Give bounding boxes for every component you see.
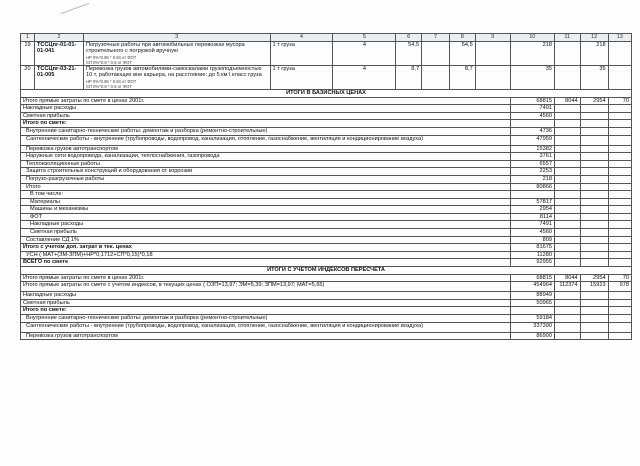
total-value: 2253 [510, 168, 554, 176]
total-value-machines: 8044 [554, 97, 580, 105]
total-row [21, 213, 632, 221]
total-row [21, 274, 632, 282]
total-value-materials [580, 322, 608, 332]
total-value: 81675 [510, 244, 554, 252]
total-label: Накладные расходы [21, 105, 511, 113]
total-label: Составление СД 1% [21, 236, 511, 244]
total-value: 80866 [510, 183, 554, 191]
total-value-materials [580, 145, 608, 153]
total-label: Итого по смете: [21, 120, 511, 128]
total-value-other [608, 120, 631, 128]
item-sum: 218 [510, 41, 554, 65]
total-label: В том числе: [21, 191, 511, 199]
total-row [21, 105, 632, 113]
total-value-machines [554, 135, 580, 145]
item-price: 54,5 [396, 41, 422, 65]
total-value-machines [554, 332, 580, 340]
total-value-other [608, 315, 631, 323]
item-name-text: Перевозка грузов автомобилями-самосвалами грузоподъемностью 10 т, работающих вне карьера, на расстояние: до 5 км I класс груза [85, 65, 262, 79]
total-value-materials [580, 244, 608, 252]
total-label: Внутренние санитарно-технические работы: демонтаж и разборка (ремонтно-строительные) [21, 127, 511, 135]
item-note: СП 0%*0.8 * 0.9 от ФОТ [85, 83, 132, 89]
total-label: Перевозка грузов автотранспортом [21, 332, 511, 340]
total-label: Машины и механизмы [21, 206, 511, 214]
total-row [21, 315, 632, 323]
item-code: ТССЦпг-01-01-01-041 [34, 41, 83, 65]
total-value-materials [580, 292, 608, 300]
total-label: УСН ( МАТ+(ЗМ-ЗПМ)+НР*0,1712+СП*0,15)*0,18 [21, 251, 511, 259]
total-row [21, 259, 632, 267]
item-price: 8,7 [396, 65, 422, 89]
item-price-total: 8,7 [450, 65, 476, 89]
total-label: ВСЕГО по смете [21, 259, 511, 267]
total-value-machines [554, 221, 580, 229]
total-label: Погрузо-разгрузочные работы [21, 175, 511, 183]
total-row [21, 175, 632, 183]
total-row [21, 322, 632, 332]
total-label: ФОТ [21, 213, 511, 221]
total-value-materials [580, 175, 608, 183]
total-value-materials [580, 135, 608, 145]
total-value-machines [554, 322, 580, 332]
total-value-machines [554, 145, 580, 153]
total-row [21, 97, 632, 105]
column-number: 2 [34, 34, 83, 42]
item-qty: 4 [333, 41, 396, 65]
total-value-other [608, 168, 631, 176]
total-value-other [608, 307, 631, 315]
column-header-row [21, 34, 632, 42]
total-row [21, 120, 632, 128]
total-value: 92955 [510, 259, 554, 267]
item-name [83, 65, 270, 89]
total-value-machines [554, 168, 580, 176]
section-title: ИТОГИ С УЧЕТОМ ИНДЕКСОВ ПЕРЕСЧЕТА [21, 267, 632, 275]
column-number: 4 [270, 34, 333, 42]
total-value-other [608, 251, 631, 259]
total-label: Итого прямые затраты по смете с учетом индексов, в текущих ценах ( ОЗП=13,97; ЭМ=5,39; ЗПМ=13,97; МАТ=5,65) [21, 282, 511, 292]
empty-cell [608, 65, 631, 89]
total-value-machines [554, 251, 580, 259]
total-value: 68815 [510, 97, 554, 105]
total-value-other [608, 244, 631, 252]
total-value-other [608, 127, 631, 135]
total-value-other [608, 206, 631, 214]
total-value: 88949 [510, 292, 554, 300]
total-label: Сантехнические работы - внутренние (трубопроводы, водопровод, канализация, отопление, газоснабжение, вентиляция и кондиционирование воздуха) [21, 135, 511, 145]
table-row [21, 41, 632, 65]
item-name-text: Погрузочные работы при автомобильных перевозках мусора строительного с погрузкой вручную [85, 41, 245, 55]
total-value-machines [554, 183, 580, 191]
total-value-other [608, 332, 631, 340]
total-value-machines [554, 244, 580, 252]
total-value-other [608, 135, 631, 145]
estimate-table [20, 33, 632, 340]
total-row [21, 112, 632, 120]
total-value-machines [554, 127, 580, 135]
total-value-other [608, 112, 631, 120]
total-value-other [608, 183, 631, 191]
total-label: Наружные сети водопровода, канализации, теплоснабжения, газопровода [21, 153, 511, 161]
total-value-materials [580, 127, 608, 135]
total-label: Сметная прибыль [21, 112, 511, 120]
empty-cell [554, 41, 580, 65]
total-value: 86900 [510, 332, 554, 340]
total-value: 218 [510, 175, 554, 183]
total-row [21, 221, 632, 229]
total-value-materials: 2954 [580, 274, 608, 282]
total-value-other: 70 [608, 274, 631, 282]
total-value [510, 191, 554, 199]
item-note: НР 0%*0.85 * 0.94 от ФОТ [85, 78, 137, 84]
total-value-materials [580, 160, 608, 168]
column-number: 7 [422, 34, 450, 42]
total-value-materials: 15923 [580, 282, 608, 292]
total-label: Перевозка грузов автотранспортом [21, 145, 511, 153]
item-unit: 1 т груза [270, 65, 333, 89]
total-row [21, 236, 632, 244]
total-row [21, 307, 632, 315]
total-value: 7491 [510, 221, 554, 229]
total-label: Итого прямые затраты по смете в ценах 2001г. [21, 97, 511, 105]
total-value-other [608, 236, 631, 244]
column-number: 9 [475, 34, 510, 42]
total-row [21, 145, 632, 153]
column-number: 3 [83, 34, 270, 42]
total-label: Внутренние санитарно-технические работы: демонтаж и разборка (ремонтно-строительные) [21, 315, 511, 323]
total-value-materials [580, 251, 608, 259]
total-value-other [608, 259, 631, 267]
total-value-materials [580, 105, 608, 113]
total-value-machines [554, 213, 580, 221]
total-value: 3761 [510, 153, 554, 161]
column-number: 11 [554, 34, 580, 42]
total-value-machines [554, 259, 580, 267]
total-value-machines [554, 229, 580, 237]
total-row [21, 244, 632, 252]
total-value-materials [580, 259, 608, 267]
total-value-materials [580, 112, 608, 120]
total-value: 57817 [510, 198, 554, 206]
total-value-materials [580, 120, 608, 128]
total-row [21, 183, 632, 191]
empty-cell [422, 65, 450, 89]
total-row [21, 206, 632, 214]
total-label: Накладные расходы [21, 221, 511, 229]
total-row [21, 135, 632, 145]
total-value-machines [554, 307, 580, 315]
total-row [21, 299, 632, 307]
total-row [21, 191, 632, 199]
total-value-materials [580, 299, 608, 307]
total-value: 454964 [510, 282, 554, 292]
total-value: 8114 [510, 213, 554, 221]
total-value-other [608, 198, 631, 206]
total-value-machines [554, 299, 580, 307]
total-row [21, 168, 632, 176]
column-number: 10 [510, 34, 554, 42]
column-number: 1 [21, 34, 35, 42]
total-value-machines [554, 236, 580, 244]
item-name [83, 41, 270, 65]
total-row [21, 282, 632, 292]
total-value-other [608, 160, 631, 168]
total-value-materials [580, 153, 608, 161]
total-row [21, 127, 632, 135]
total-value-materials [580, 332, 608, 340]
table-row [21, 65, 632, 89]
column-number: 8 [450, 34, 476, 42]
total-row [21, 153, 632, 161]
empty-cell [475, 65, 510, 89]
total-value: 337390 [510, 322, 554, 332]
scan-mark [61, 3, 90, 14]
item-number: 19 [21, 41, 35, 65]
total-value-materials [580, 213, 608, 221]
column-number: 12 [580, 34, 608, 42]
total-value-other [608, 322, 631, 332]
total-value [510, 120, 554, 128]
total-value: 50965 [510, 299, 554, 307]
total-value-other [608, 299, 631, 307]
item-code: ТССЦпг-03-21-01-005 [34, 65, 83, 89]
total-value-other [608, 175, 631, 183]
total-value: 11280 [510, 251, 554, 259]
total-value-other [608, 229, 631, 237]
total-value-materials [580, 236, 608, 244]
empty-cell [422, 41, 450, 65]
total-value-materials [580, 168, 608, 176]
item-note: СП 0%*0.8 * 0.9 от ФОТ [85, 59, 132, 65]
total-value-materials: 2954 [580, 97, 608, 105]
total-label: Итого по смете: [21, 307, 511, 315]
total-label: Сметная прибыль [21, 229, 511, 237]
total-label: Теплоизоляционные работы [21, 160, 511, 168]
total-label: Сантехнические работы - внутренние (трубопроводы, водопровод, канализация, отопление, газоснабжение, вентиляция и кондиционирование воздуха) [21, 322, 511, 332]
total-value-other [608, 145, 631, 153]
total-value: 6557 [510, 160, 554, 168]
total-label: Накладные расходы [21, 292, 511, 300]
total-value-machines [554, 105, 580, 113]
total-row [21, 229, 632, 237]
total-value-machines [554, 191, 580, 199]
total-value-materials [580, 183, 608, 191]
total-value-other [608, 213, 631, 221]
total-value: 4736 [510, 127, 554, 135]
total-value: 4560 [510, 112, 554, 120]
total-value: 47959 [510, 135, 554, 145]
total-value-materials [580, 191, 608, 199]
column-number: 13 [608, 34, 631, 42]
total-value-machines: 112374 [554, 282, 580, 292]
total-value-other [608, 105, 631, 113]
empty-cell [475, 41, 510, 65]
total-value-materials [580, 206, 608, 214]
item-sum-materials: 218 [580, 41, 608, 65]
column-number: 6 [396, 34, 422, 42]
total-value-materials [580, 307, 608, 315]
total-value-machines: 8044 [554, 274, 580, 282]
total-value-machines [554, 206, 580, 214]
section-title-row [21, 267, 632, 275]
total-row [21, 198, 632, 206]
total-value-other [608, 292, 631, 300]
total-value-machines [554, 315, 580, 323]
item-number: 20 [21, 65, 35, 89]
total-value: 59184 [510, 315, 554, 323]
item-price-total: 54,5 [450, 41, 476, 65]
total-value-other [608, 221, 631, 229]
section-title-row [21, 89, 632, 97]
item-sum: 35 [510, 65, 554, 89]
total-value: 7491 [510, 105, 554, 113]
item-note: НР 0%*0.85 * 0.94 от ФОТ [85, 54, 137, 60]
total-value-machines [554, 175, 580, 183]
total-row [21, 332, 632, 340]
column-number: 5 [333, 34, 396, 42]
total-value [510, 307, 554, 315]
total-value: 68815 [510, 274, 554, 282]
total-value-machines [554, 153, 580, 161]
total-value: 2954 [510, 206, 554, 214]
total-value-materials [580, 198, 608, 206]
section-title: ИТОГИ В БАЗИСНЫХ ЦЕНАХ [21, 89, 632, 97]
total-row [21, 292, 632, 300]
total-value-machines [554, 292, 580, 300]
item-unit: 1 т груза [270, 41, 333, 65]
total-value: 15382 [510, 145, 554, 153]
total-label: Защита строительных конструкций и оборудования от коррозии [21, 168, 511, 176]
item-qty: 4 [333, 65, 396, 89]
total-value-other: 70 [608, 97, 631, 105]
total-value-other [608, 153, 631, 161]
total-value-machines [554, 198, 580, 206]
total-row [21, 160, 632, 168]
total-label: Итого прямые затраты по смете в ценах 2001г. [21, 274, 511, 282]
empty-cell [608, 41, 631, 65]
total-row [21, 251, 632, 259]
total-value: 4560 [510, 229, 554, 237]
total-value-machines [554, 160, 580, 168]
empty-cell [554, 65, 580, 89]
total-value-machines [554, 112, 580, 120]
total-label: Итого с учетом доп. затрат в тек. ценах [21, 244, 511, 252]
total-value-materials [580, 221, 608, 229]
item-sum-materials: 35 [580, 65, 608, 89]
total-value-materials [580, 315, 608, 323]
total-label: Материалы [21, 198, 511, 206]
total-value-machines [554, 120, 580, 128]
total-value-other: 978 [608, 282, 631, 292]
total-value: 809 [510, 236, 554, 244]
total-label: Итого [21, 183, 511, 191]
total-value-other [608, 191, 631, 199]
total-label: Сметная прибыль [21, 299, 511, 307]
total-value-materials [580, 229, 608, 237]
